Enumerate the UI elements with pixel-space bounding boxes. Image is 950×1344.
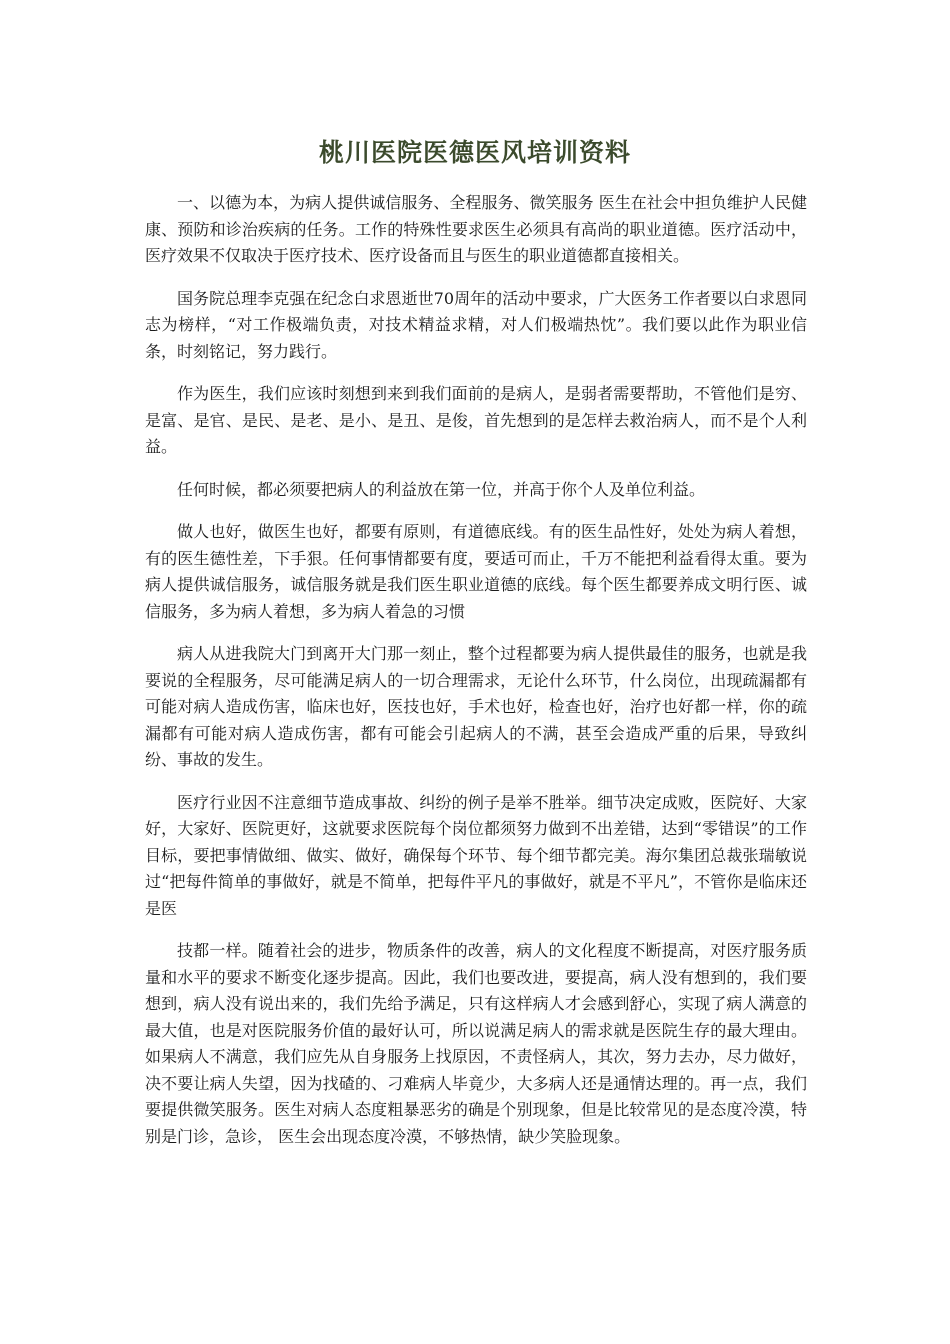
paragraph-1: 一、以德为本，为病人提供诚信服务、全程服务、微笑服务 医生在社会中担负维护人民健康、预防和诊治疾病的任务。工作的特殊性要求医生必须具有高尚的职业道德。医疗活动中，医疗效果不仅取决于医疗技术、医疗设备而且与医生的职业道德都直接相关。: [145, 193, 807, 265]
document-title: 桃川医院医德医风培训资料: [318, 138, 631, 167]
document-body: [145, 190, 807, 1166]
paragraph-3: 作为医生，我们应该时刻想到来到我们面前的是病人，是弱者需要帮助，不管他们是穷、是富、是官、是民、是老、是小、是丑、是俊，首先想到的是怎样去救治病人，而不是个人利益。: [145, 384, 807, 456]
paragraph-4: 任何时候，都必须要把病人的利益放在第一位，并高于你个人及单位利益。: [177, 479, 706, 499]
paragraph-2: 国务院总理李克强在纪念白求恩逝世70周年的活动中要求，广大医务工作者要以白求恩同志为榜样，“对工作极端负责，对技术精益求精，对人们极端热忱”。我们要以此作为职业信条，时刻铭记，努力践行。: [145, 288, 807, 361]
paragraph-7: 医疗行业因不注意细节造成事故、纠纷的例子是举不胜举。细节决定成败，医院好、大家好，大家好、医院更好，这就要求医院每个岗位都须努力做到不出差错，达到“零错误”的工作目标，要把事情做细、做实、做好，确保每个环节、每个细节都完美。海尔集团总裁张瑞敏说过“把每件简单的事做好，就是不简单，把每件平凡的事做好，就是不平凡”，不管你是临床还是医: [145, 792, 807, 918]
paragraph-8: 技都一样。随着社会的进步，物质条件的改善，病人的文化程度不断提高，对医疗服务质量和水平的要求不断变化逐步提高。因此，我们也要改进，要提高，病人没有想到的，我们要想到，病人没有说出来的，我们先给予满足，只有这样病人才会感到舒心，实现了病人满意的最大值，也是对医院服务价值的最好认可，所以说满足病人的需求就是医院生存的最大理由。如果病人不满意，我们应先从自身服务上找原因，不责怪病人，其次，努力去办，尽力做好，决不要让病人失望，因为找碴的、刁难病人毕竟少，大多病人还是通情达理的。再一点，我们要提供微笑服务。医生对病人态度粗暴恶劣的确是个别现象，但是比较常见的是态度冷漠，特别是门诊，急诊， 医生会出现态度冷漠，不够热情，缺少笑脸现象。: [145, 941, 807, 1146]
paragraph-5: 做人也好，做医生也好，都要有原则，有道德底线。有的医生品性好，处处为病人着想，有的医生德性差，下手狠。任何事情都要有度，要适可而止，千万不能把利益看得太重。要为病人提供诚信服务，诚信服务就是我们医生职业道德的底线。每个医生都要养成文明行医、诚信服务，多为病人着想，多为病人着急的习惯: [145, 522, 807, 621]
paragraph-6: 病人从进我院大门到离开大门那一刻止，整个过程都要为病人提供最佳的服务，也就是我要说的全程服务，尽可能满足病人的一切合理需求，无论什么环节，什么岗位，出现疏漏都有可能对病人造成伤害，临床也好，医技也好，手术也好，检查也好，治疗也好都一样，你的疏漏都有可能对病人造成伤害，都有可能会引起病人的不满，甚至会造成严重的后果，导致纠纷、事故的发生。: [145, 644, 807, 769]
